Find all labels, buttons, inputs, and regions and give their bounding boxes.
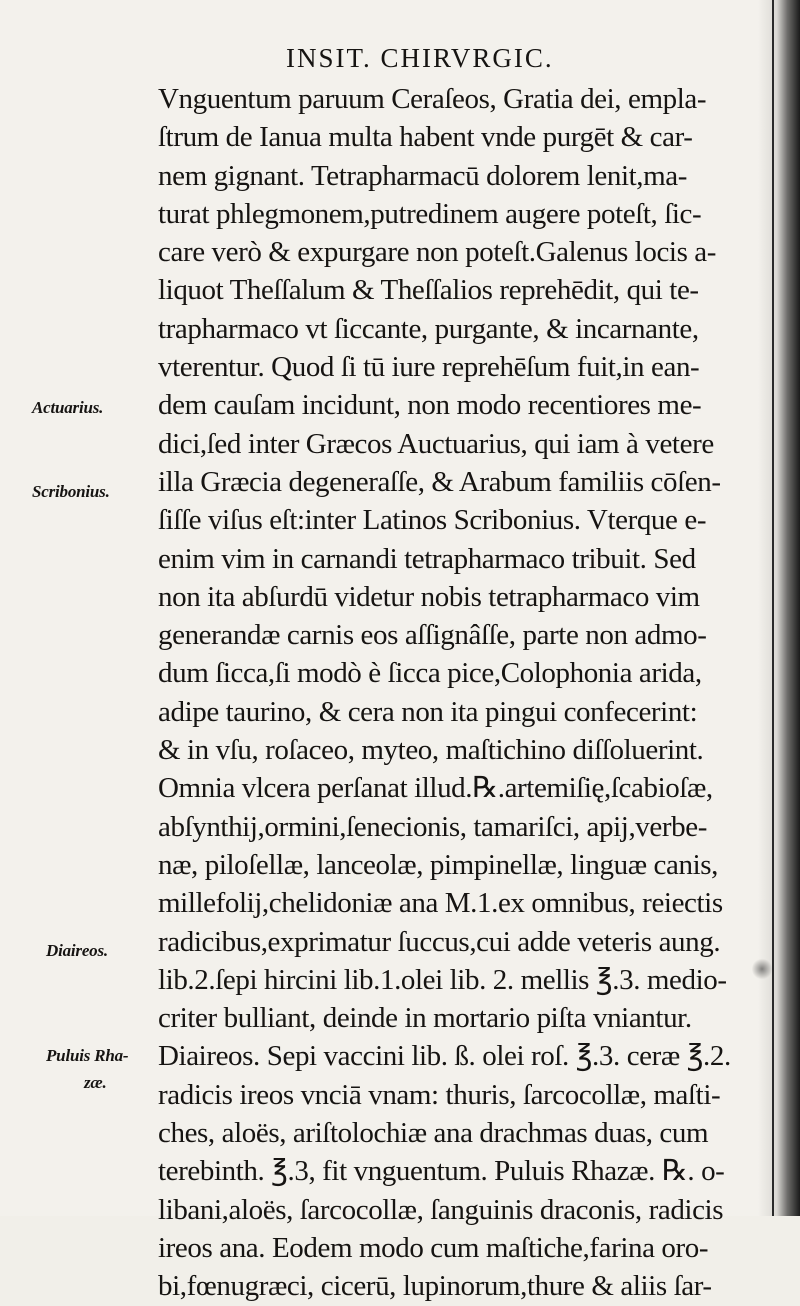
margin-note-diaireos: Diaireos.: [46, 941, 108, 960]
margin-note-pulvis-rhazae-line2: zæ.: [84, 1073, 107, 1092]
text-line: criter bulliant, deinde in mortario piſta vniantur.: [158, 1002, 692, 1035]
text-line: non ita abſurdū videtur nobis tetrapharmaco vim: [158, 580, 700, 613]
text-line: næ, piloſellæ, lanceolæ, pimpinellæ, linguæ canis,: [158, 848, 718, 881]
page-edge-line: [772, 0, 774, 1216]
text-line: & in vſu, roſaceo, myteo, maſtichino diſſoluerint.: [158, 734, 704, 767]
text-line: Diaireos. Sepi vaccini lib. ß. olei roſ. ℥.3. ceræ ℥.2.: [158, 1040, 731, 1073]
text-line: ſiſſe viſus eſt:inter Latinos Scribonius. Vterque e-: [158, 504, 707, 537]
text-line: enim vim in carnandi tetrapharmaco tribuit. Sed: [158, 542, 696, 575]
text-line: lib.2.ſepi hircini lib.1.olei lib. 2. mellis ℥.3. medio-: [158, 963, 727, 996]
text-line: turat phlegmonem,putredinem augere poteſt, ſic-: [158, 197, 702, 230]
text-line: care verò & expurgare non poteſt.Galenus locis a-: [158, 236, 717, 269]
text-line: abſynthij,ormini,ſenecionis, tamariſci, apij,verbe-: [158, 810, 707, 843]
text-line: liquot Theſſalum & Theſſalios reprehēdit, qui te-: [158, 274, 699, 307]
text-line: ches, aloës, ariſtolochiæ ana drachmas duas, cum: [158, 1117, 709, 1150]
margin-note-scribonius: Scribonius.: [32, 482, 110, 501]
margin-note-pulvis-rhazae-line1: Puluis Rha-: [46, 1046, 129, 1065]
text-line: Omnia vlcera perſanat illud.℞.artemiſię,ſcabioſæ,: [158, 772, 713, 805]
text-line: dici,ſed inter Græcos Auctuarius, qui iam à vetere: [158, 427, 714, 460]
text-line: radicis ireos vnciā vnam: thuris, ſarcocollæ, maſti-: [158, 1078, 721, 1111]
running-head: INSIT. CHIRVRGIC.: [286, 43, 554, 73]
text-line: vterentur. Quod ſi tū iure reprehēſum fuit,in ean-: [158, 351, 700, 384]
text-line: adipe taurino, & cera non ita pingui confecerint:: [158, 695, 698, 728]
margin-note-actuarius: Actuarius.: [32, 398, 104, 417]
text-line: bi,fœnugræci, cicerū, lupinorum,thure & aliis ſar-: [158, 1270, 712, 1303]
text-line: illa Græcia degeneraſſe, & Arabum familiis cōſen-: [158, 465, 721, 498]
body-text: [158, 80, 748, 1306]
text-line: Vnguentum paruum Ceraſeos, Gratia dei, empla-: [158, 83, 707, 115]
text-line: libani,aloës, ſarcocollæ, ſanguinis draconis, radicis: [158, 1193, 724, 1226]
text-line: ſtrum de Ianua multa habent vnde purgēt & car-: [158, 121, 693, 154]
text-line: trapharmaco vt ſiccante, purgante, & incarnante,: [158, 312, 699, 345]
text-line: terebinth. ℥.3, fit vnguentum. Puluis Rhazæ. ℞. o-: [158, 1155, 725, 1188]
text-line: nem gignant. Tetrapharmacū dolorem lenit,ma-: [158, 159, 688, 192]
text-line: generandæ carnis eos aſſignâſſe, parte non admo-: [158, 619, 707, 652]
text-line: radicibus,exprimatur ſuccus,cui adde veteris aung.: [158, 925, 721, 958]
text-line: dem cauſam incidunt, non modo recentiores me-: [158, 389, 702, 422]
text-line: millefolij,chelidoniæ ana M.1.ex omnibus, reiectis: [158, 887, 723, 920]
page-edge-shadow: [758, 0, 800, 1216]
text-line: dum ſicca,ſi modò è ſicca pice,Colophonia arida,: [158, 657, 702, 690]
text-line: ireos ana. Eodem modo cum maſtiche,farina oro-: [158, 1231, 709, 1264]
